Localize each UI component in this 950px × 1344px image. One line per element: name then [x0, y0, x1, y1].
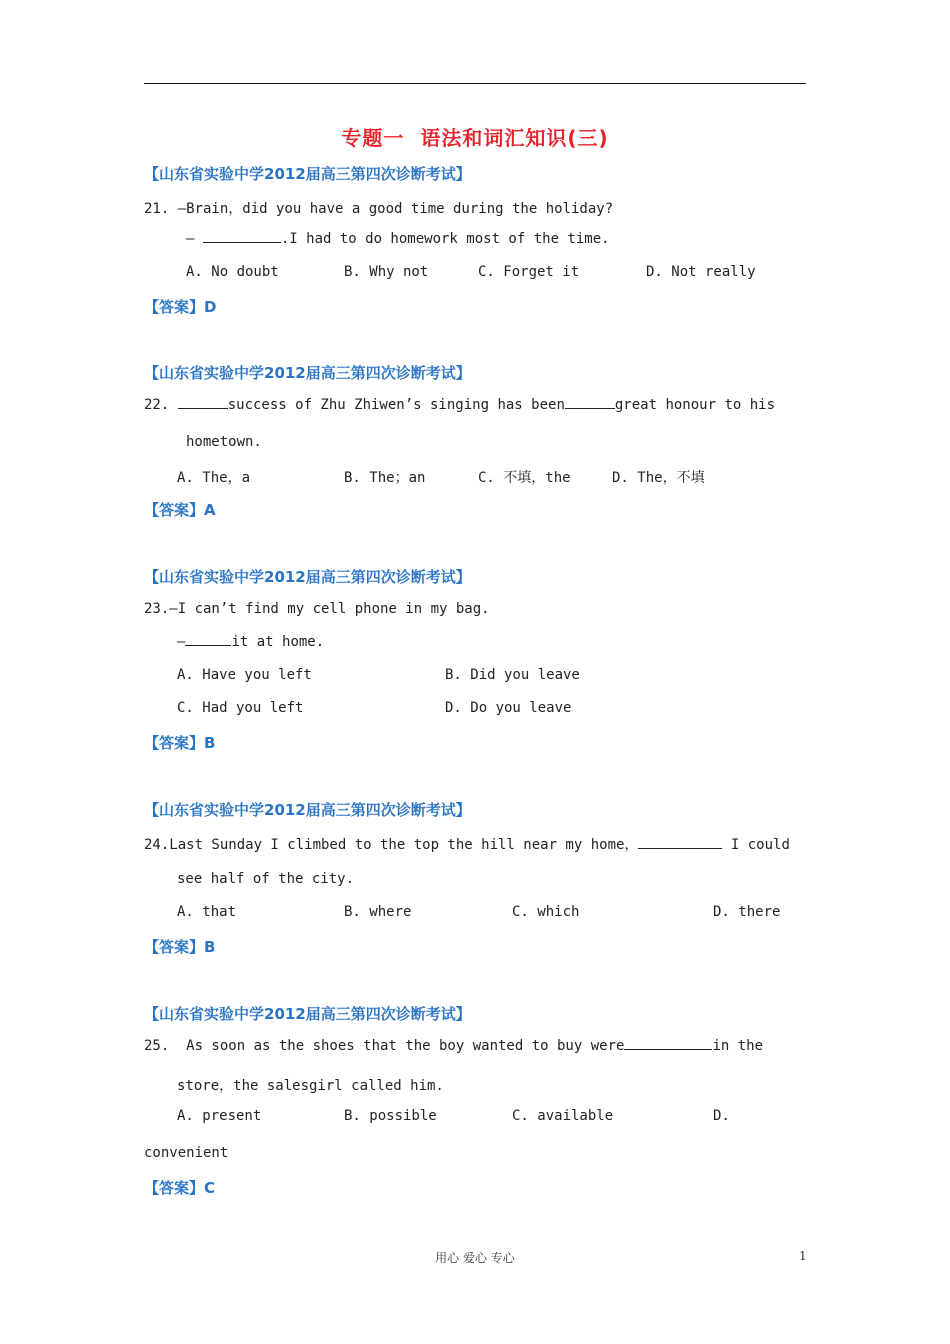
option-b: B. Why not — [344, 264, 429, 280]
option-b: B. where — [344, 904, 412, 920]
option-d-wrap: convenient — [144, 1145, 229, 1161]
question-stem-line2: — it at home. — [177, 634, 325, 650]
answer-key: 【答案】B — [144, 938, 216, 956]
answer-key: 【答案】B — [144, 734, 216, 752]
option-d: D. Do you leave — [445, 700, 572, 716]
option-b: B. Did you leave — [445, 667, 580, 683]
answer-key: 【答案】C — [144, 1179, 216, 1197]
footer-motto: 用心 爱心 专心 — [435, 1251, 515, 1265]
option-c: C. 不填，the — [478, 470, 571, 486]
page-title: 专题一 语法和词汇知识(三) — [341, 126, 609, 150]
option-c: C. Had you left — [177, 700, 304, 716]
option-a: A. present — [177, 1108, 262, 1124]
option-c: C. Forget it — [478, 264, 580, 280]
answer-blank — [565, 407, 615, 409]
answer-key: 【答案】D — [144, 298, 217, 316]
option-d: D. there — [713, 904, 781, 920]
option-a: A. No doubt — [186, 264, 279, 280]
question-stem-line2: hometown. — [186, 434, 262, 450]
option-a: A. that — [177, 904, 237, 920]
answer-blank — [178, 407, 228, 409]
answer-blank — [185, 644, 231, 646]
question-source: 【山东省实验中学2012届高三第四次诊断考试】 — [144, 801, 471, 819]
question-source: 【山东省实验中学2012届高三第四次诊断考试】 — [144, 165, 471, 183]
option-a: A. Have you left — [177, 667, 312, 683]
question-stem: 25. As soon as the shoes that the boy wanted to buy were in the — [144, 1038, 764, 1054]
answer-key: 【答案】A — [144, 501, 216, 519]
question-stem: 23.—I can’t find my cell phone in my bag. — [144, 601, 490, 617]
option-b: B. possible — [344, 1108, 437, 1124]
question-stem-line2: see half of the city. — [177, 871, 355, 887]
question-stem: 21. —Brain，did you have a good time during the holiday? — [144, 201, 614, 217]
question-stem-line2: — .I had to do homework most of the time. — [186, 231, 610, 247]
option-d: D. The，不填 — [612, 470, 705, 486]
header-rule — [144, 83, 806, 84]
option-b: B. The；an — [344, 470, 426, 486]
page-number: 1 — [799, 1249, 807, 1263]
answer-blank — [203, 241, 281, 243]
option-a: A. The，a — [177, 470, 251, 486]
answer-blank — [638, 847, 722, 849]
option-d: D. — [713, 1108, 730, 1124]
question-source: 【山东省实验中学2012届高三第四次诊断考试】 — [144, 364, 471, 382]
question-stem: 22. success of Zhu Zhiwen’s singing has been great honour to his — [144, 397, 776, 413]
answer-blank — [624, 1048, 712, 1050]
question-source: 【山东省实验中学2012届高三第四次诊断考试】 — [144, 568, 471, 586]
option-c: C. available — [512, 1108, 614, 1124]
question-source: 【山东省实验中学2012届高三第四次诊断考试】 — [144, 1005, 471, 1023]
option-d: D. Not really — [646, 264, 756, 280]
question-stem: 24.Last Sunday I climbed to the top the hill near my home， I could — [144, 837, 790, 853]
option-c: C. which — [512, 904, 580, 920]
question-stem-line2: store，the salesgirl called him. — [177, 1078, 444, 1094]
